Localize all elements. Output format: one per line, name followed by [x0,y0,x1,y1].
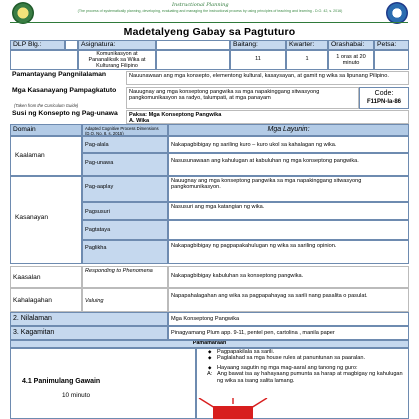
paksa-sub-text: A. Wika [129,118,150,124]
wika-ray [251,398,267,408]
header-subtitle: (The process of systematically planning, developing, evaluating and managing the instructional process by using principles of teaching and learning - D.O. 42, s. 2016) [77,9,343,13]
oras-label: Orashabai: [328,40,374,50]
panimulang-gawain-label: 4.1 Panimulang Gawain [22,378,101,385]
wika-box [213,406,253,419]
kahalagahan-sub: Valuing [82,288,168,312]
wika-diagram [193,398,273,419]
division-seal-icon [386,2,408,24]
kaasalan-sub: Responding to Phenomena [82,266,168,288]
paglikha-value: Nakapagbibigay ng pagpapakahulugan ng wika sa sariling opinion. [168,240,409,264]
pamamaraan-header: Pamamaraan [10,340,409,348]
pagtataya-label: Pagtataya [82,220,168,240]
kasanayan-block-label: Kasanayan [15,214,48,221]
pagsusuri-label: Pagsusuri [82,202,168,220]
kaalaman-label: Kaalaman [15,152,45,159]
petsa-value [374,50,409,70]
code-value: F11PN-Ia-86 [366,99,402,105]
kasanayan-note: (Taken from the Curriculum Guide) [14,103,79,108]
domain-note: Adapted Cognitive Process Dimensions (D.O. No. 8, s. 2015) [82,124,168,136]
oras-value: 1 oras at 20 minuto [328,50,374,70]
paksa-text: Paksa: Mga Konseptong Pangwika [129,112,222,118]
kaasalan-label: Kaasalan [10,266,82,288]
petsa-label: Petsa: [374,40,409,50]
header-script-title: Instructional Planning [172,2,229,8]
question-a-text: Ang bawat isa ay hahayaang pumunta sa harap at magbigay ng kahulugan ng wika sa isang salita lamang. [217,371,403,384]
domain-label: Domain [10,124,82,136]
kasanayan-label: Mga Kasanayang Pampagkatuto [12,87,117,94]
baitang-value: 11 [230,50,286,70]
asignatura-value: Komunikasyon at Pananaliksik sa Wika at Kulturang Filipino [78,50,156,70]
header-divider [10,22,408,23]
pag-aaplay-value: Nauugnay ang mga konseptong pangwika sa mga napakinggang sitwasyong pangkomunikasyon. [168,176,409,202]
markahan-value: 1 [286,50,328,70]
question-a: A: Ang bawat isa ay hahayaang pumunta sa harap at magbigay ng kahulugan ng wika sa isang salita lamang. [207,371,403,384]
paglikha-label: Paglikha [82,240,168,264]
baitang-label: Baitang: [230,40,286,50]
kahalagahan-label: Kahalagahan [10,288,82,312]
deped-seal-icon [12,2,34,24]
pagtataya-value [168,220,409,240]
bullet-item: ◆ Pagpapakilala sa sarili. [206,349,406,355]
pag-aaplay-label: Pag-aaplay [82,176,168,202]
pamantayan-value: Nauunawaan ang mga konsepto, elementong kultural, kasaysayan, at gamit ng wika sa lipunang Pilipino. [126,71,409,85]
kahalagahan-value: Napapahalagahan ang wika sa pagpapahayag sa sarili nang pasalita o pasulat. [168,288,409,312]
kaasalan-value: Nakapagbibigay kabuluhan sa konseptong pangwika. [168,266,409,288]
wika-ray [199,398,215,408]
kasanayan-value: Nauugnay ang mga konseptong pangwika sa mga napakinggang sitwasyong pangkomunikasyon sa radyo, talumpati, at mga panayam [126,87,359,109]
dlp-label: DLP Blg.: [10,40,65,50]
instruction-text: ◆ Hayaang sagutin ng mga mag-aaral ang tanong ng guro: [206,365,406,371]
page-title: Madetalyeng Gabay sa Pagtuturo [123,26,296,38]
panimulang-gawain-time: 10 minuto [62,392,91,399]
asignatura-label: Asignatura: [78,40,156,50]
pag-alala-value: Nakapagbibigay ng sariling kuro – kuro ukol sa kahalagan ng wika. [168,136,409,153]
markahan-label: Kwarter: [286,40,328,50]
layunin-label: Mga Layunin: [168,124,409,136]
pagsusuri-value: Nasusuri ang mga katangian ng wika. [168,202,409,220]
susi-label: Susi ng Konsepto ng Pag-unawa [12,110,118,117]
dlp-value [65,40,78,50]
panimulang-gawain-bullets [206,349,406,384]
code-cell [359,87,409,109]
asignatura-spacer [156,40,230,50]
bullet-item: ◆ Paglalahad sa mga house rules at panuntunan sa paaralan. [206,355,406,361]
blank-cell [156,50,230,70]
dlp-value-cell [10,50,78,70]
code-label: Code: [374,90,394,97]
susi-value [126,110,409,124]
pag-unawa-label: Pag-unawa [82,153,168,176]
pag-unawa-value: Nasusunawaan ang kahulugan at kabuluhan ng mga konseptong pangwika. [168,153,409,176]
kagamitan-label: 3. Kagamitan [10,326,168,340]
nilalaman-value: Mga Konseptong Pangwika [168,312,409,326]
pag-alala-label: Pag-alala [82,136,168,153]
kagamitan-value: Pinagyamang Plum app. 9-11, pentel pen, cartolina , manila paper [168,326,409,340]
pamantayan-label: Pamantayang Pangnilalaman [12,71,107,78]
nilalaman-label: 2. Nilalaman [10,312,168,326]
